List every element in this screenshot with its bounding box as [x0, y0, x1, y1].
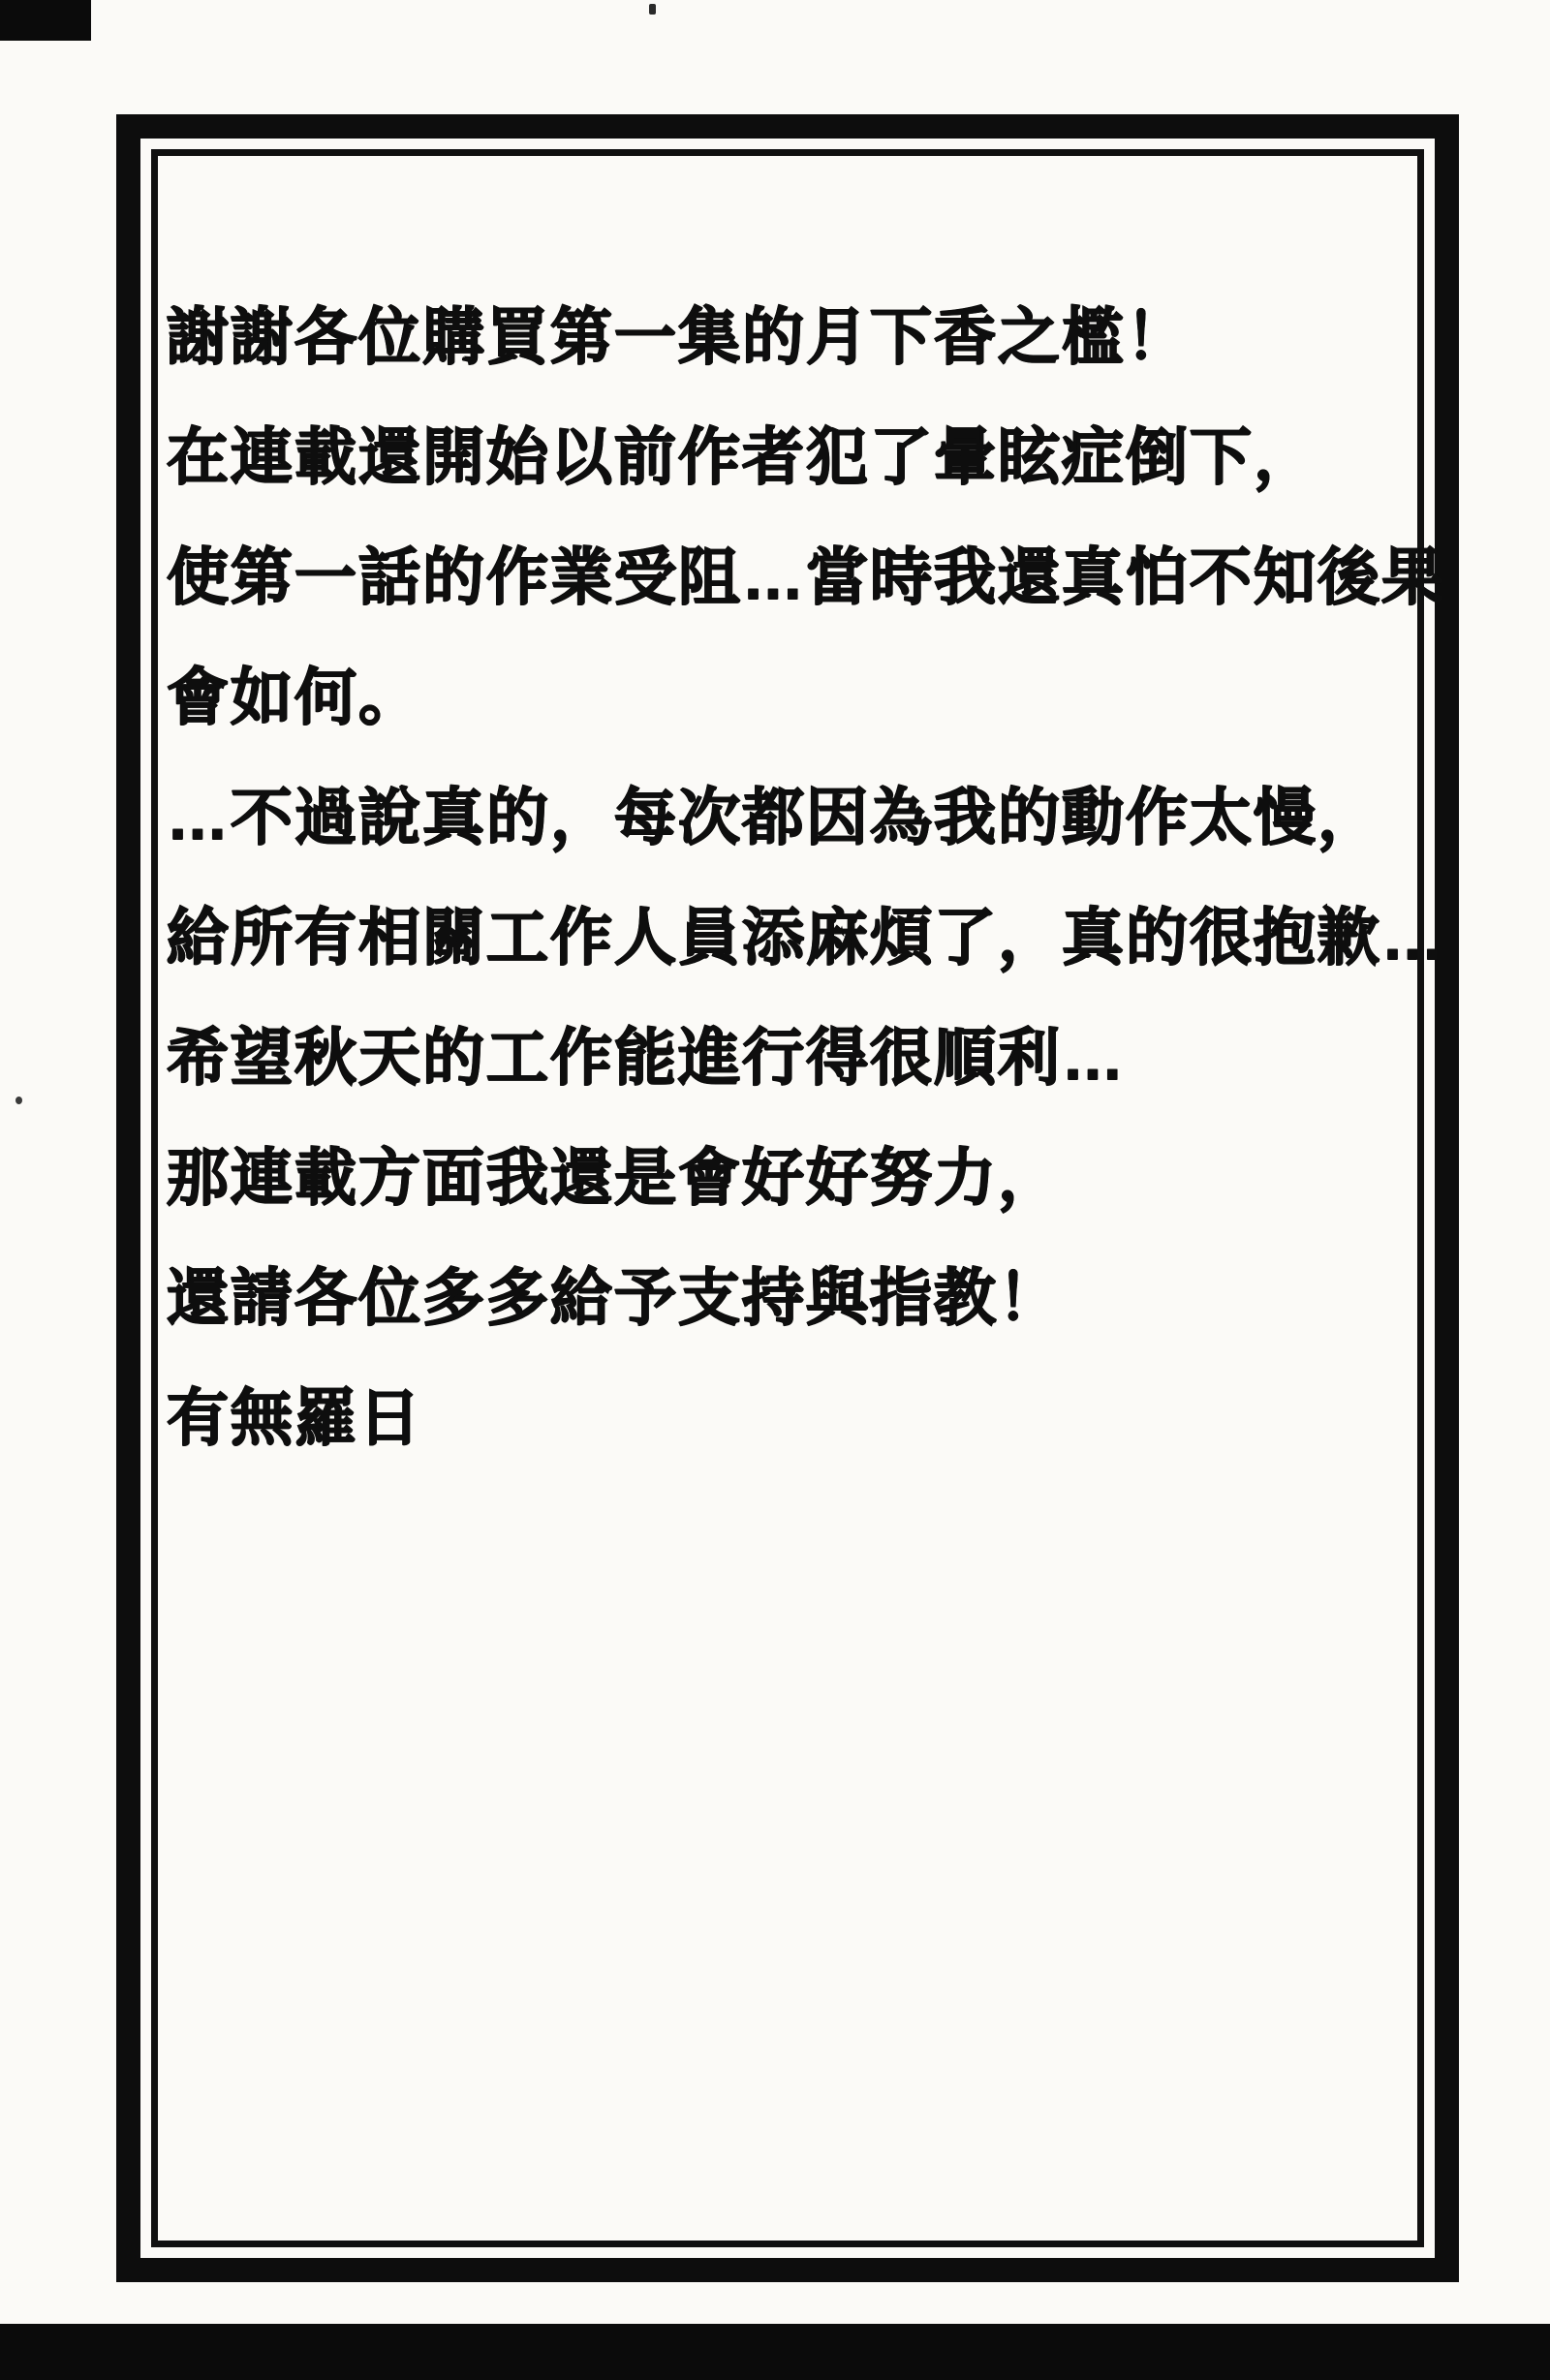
scan-artifact-top-dot [649, 4, 656, 15]
afterword-line: 會如何。 [167, 663, 422, 732]
scan-artifact-top-left-block [0, 0, 91, 41]
afterword-line: …不過說真的，每次都因為我的動作太慢， [167, 783, 1381, 852]
afterword-line-author-signature: 有無羅日 [167, 1383, 422, 1453]
afterword-line: 希望秋天的工作能進行得很順利… [167, 1023, 1126, 1093]
afterword-line: 在連載還開始以前作者犯了暈眩症倒下， [167, 422, 1318, 492]
scan-artifact-left-dot [16, 1097, 22, 1104]
afterword-line: 那連載方面我還是會好好努力， [167, 1143, 1062, 1213]
afterword-line: 還請各位多多給予支持與指教！ [167, 1263, 1062, 1333]
afterword-line: 使第一話的作業受阻…當時我還真怕不知後果 [167, 542, 1445, 612]
scan-artifact-bottom-bar [0, 2324, 1550, 2380]
afterword-text-block [167, 277, 1445, 1478]
afterword-line: 謝謝各位購買第一集的月下香之檻！ [167, 302, 1190, 372]
afterword-line: 給所有相關工作人員添麻煩了，真的很抱歉… [167, 903, 1445, 973]
